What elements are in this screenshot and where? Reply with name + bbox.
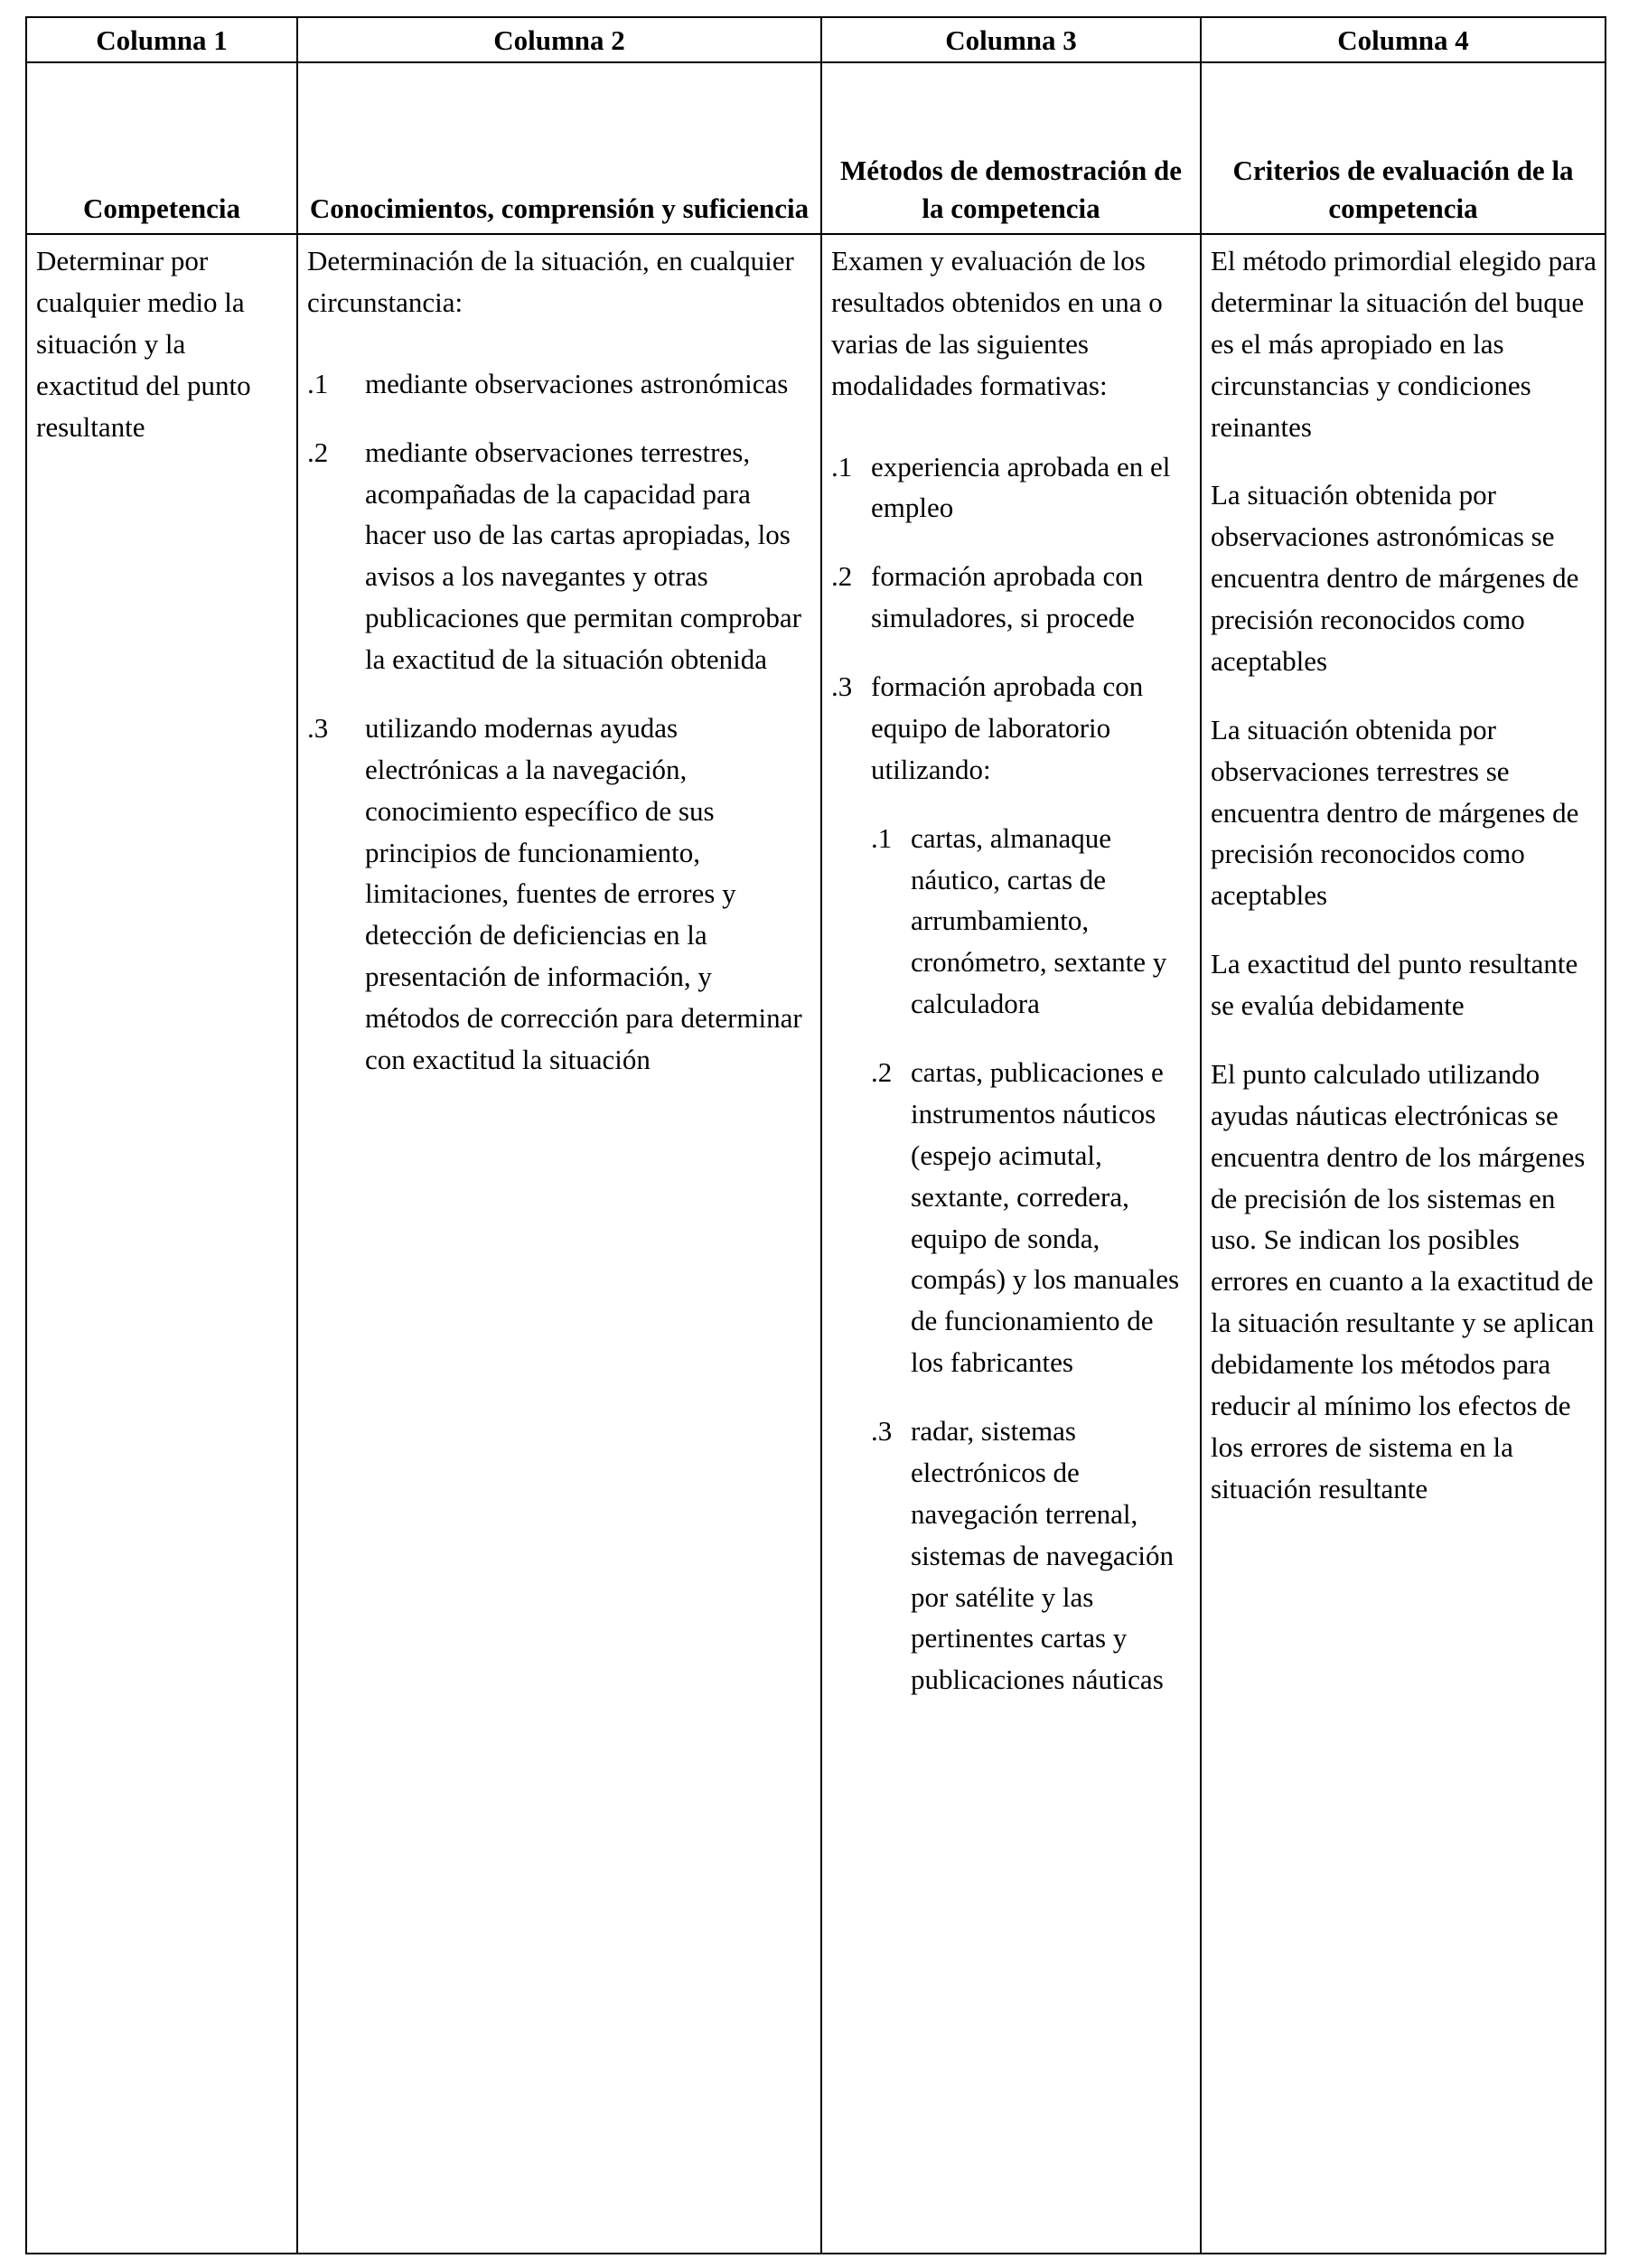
item-number: .3 — [831, 670, 853, 702]
subitem-number: .3 — [871, 1415, 893, 1447]
metodos-intro: Examen y evaluación de los resultados obtenidos en una o varias de las siguientes modalidades formativas: — [831, 245, 1163, 401]
subitem-text: radar, sistemas electrónicos de navegación terrenal, sistemas de navegación por satélite y las pertinentes cartas y publicaciones náuticas — [911, 1415, 1174, 1696]
item-text: utilizando modernas ayudas electrónicas a la navegación, conocimiento específico de sus principios de funcionamiento, limitaciones, fuentes de errores y detección de deficiencias en la presentación de información, y métodos de corrección para determinar con exactitud la situación — [365, 711, 802, 1075]
metodos-item — [831, 666, 1193, 791]
column-3-number: Columna 3 — [821, 17, 1201, 62]
column-2-title: Conocimientos, comprensión y suficiencia — [297, 62, 821, 234]
subitem-text: cartas, almanaque náutico, cartas de arrumbamiento, cronómetro, sextante y calculadora — [911, 821, 1167, 1020]
subitem-text: cartas, publicaciones e instrumentos náuticos (espejo acimutal, sextante, corredera, equipo de sonda, compás) y los manuales de funcionamiento de los fabricantes — [911, 1056, 1180, 1379]
conocimientos-item — [307, 708, 813, 1081]
item-number: .2 — [831, 560, 853, 593]
competencia-text: Determinar por cualquier medio la situación y la exactitud del punto resultante — [36, 245, 251, 443]
conocimientos-item — [307, 363, 813, 405]
column-2-number: Columna 2 — [297, 17, 821, 62]
competencia-cell — [26, 234, 297, 2254]
subitem-number: .1 — [871, 821, 893, 854]
metodos-item — [831, 446, 1193, 530]
column-1-title: Competencia — [26, 62, 297, 234]
criterio-paragraph: La exactitud del punto resultante se evalúa debidamente — [1211, 948, 1578, 1021]
metodos-subitem — [871, 818, 1193, 1025]
metodos-subitem — [871, 1410, 1193, 1701]
conocimientos-cell — [297, 234, 821, 2254]
item-number: .1 — [307, 367, 329, 399]
conocimientos-intro: Determinación de la situación, en cualquier circunstancia: — [307, 245, 794, 318]
column-4-number: Columna 4 — [1201, 17, 1606, 62]
item-text: mediante observaciones terrestres, acompañadas de la capacidad para hacer uso de las cartas apropiadas, los avisos a los navegantes y otras publicaciones que permitan comprobar la exactitud de la situación obtenida — [365, 436, 801, 675]
column-4-title: Criterios de evaluación de la competencia — [1201, 62, 1606, 234]
metodos-cell — [821, 234, 1201, 2254]
item-text: experiencia aprobada en el empleo — [871, 450, 1171, 524]
criterios-cell — [1201, 234, 1606, 2254]
column-number-row — [26, 17, 1606, 62]
conocimientos-item — [307, 432, 813, 680]
criterio-paragraph: El método primordial elegido para determinar la situación del buque es el más apropiado en las circunstancias y condiciones reinantes — [1211, 245, 1596, 443]
subitem-number: .2 — [871, 1056, 893, 1088]
item-number: .3 — [307, 711, 329, 744]
item-text: formación aprobada con equipo de laboratorio utilizando: — [871, 670, 1144, 785]
content-row — [26, 234, 1606, 2254]
criterio-paragraph: La situación obtenida por observaciones terrestres se encuentra dentro de márgenes de precisión reconocidos como aceptables — [1211, 713, 1579, 912]
competence-table — [25, 16, 1606, 2254]
column-1-number: Columna 1 — [26, 17, 297, 62]
metodos-subitems — [871, 818, 1193, 1701]
criterio-paragraph: La situación obtenida por observaciones astronómicas se encuentra dentro de márgenes de precisión reconocidos como aceptables — [1211, 479, 1579, 677]
criterio-paragraph: El punto calculado utilizando ayudas náuticas electrónicas se encuentra dentro de los márgenes de precisión de los sistemas en uso. Se indican los posibles errores en cuanto a la exactitud de la situación resultante y se aplican debidamente los métodos para reducir al mínimo los efectos de los errores de sistema en la situación resultante — [1211, 1057, 1595, 1504]
item-number: .1 — [831, 450, 853, 483]
item-text: mediante observaciones astronómicas — [365, 367, 789, 399]
column-3-title: Métodos de demostración de la competencia — [821, 62, 1201, 234]
item-number: .2 — [307, 436, 329, 468]
metodos-subitem — [871, 1052, 1193, 1383]
item-text: formación aprobada con simuladores, si procede — [871, 560, 1144, 634]
column-title-row — [26, 62, 1606, 234]
metodos-item — [831, 556, 1193, 639]
